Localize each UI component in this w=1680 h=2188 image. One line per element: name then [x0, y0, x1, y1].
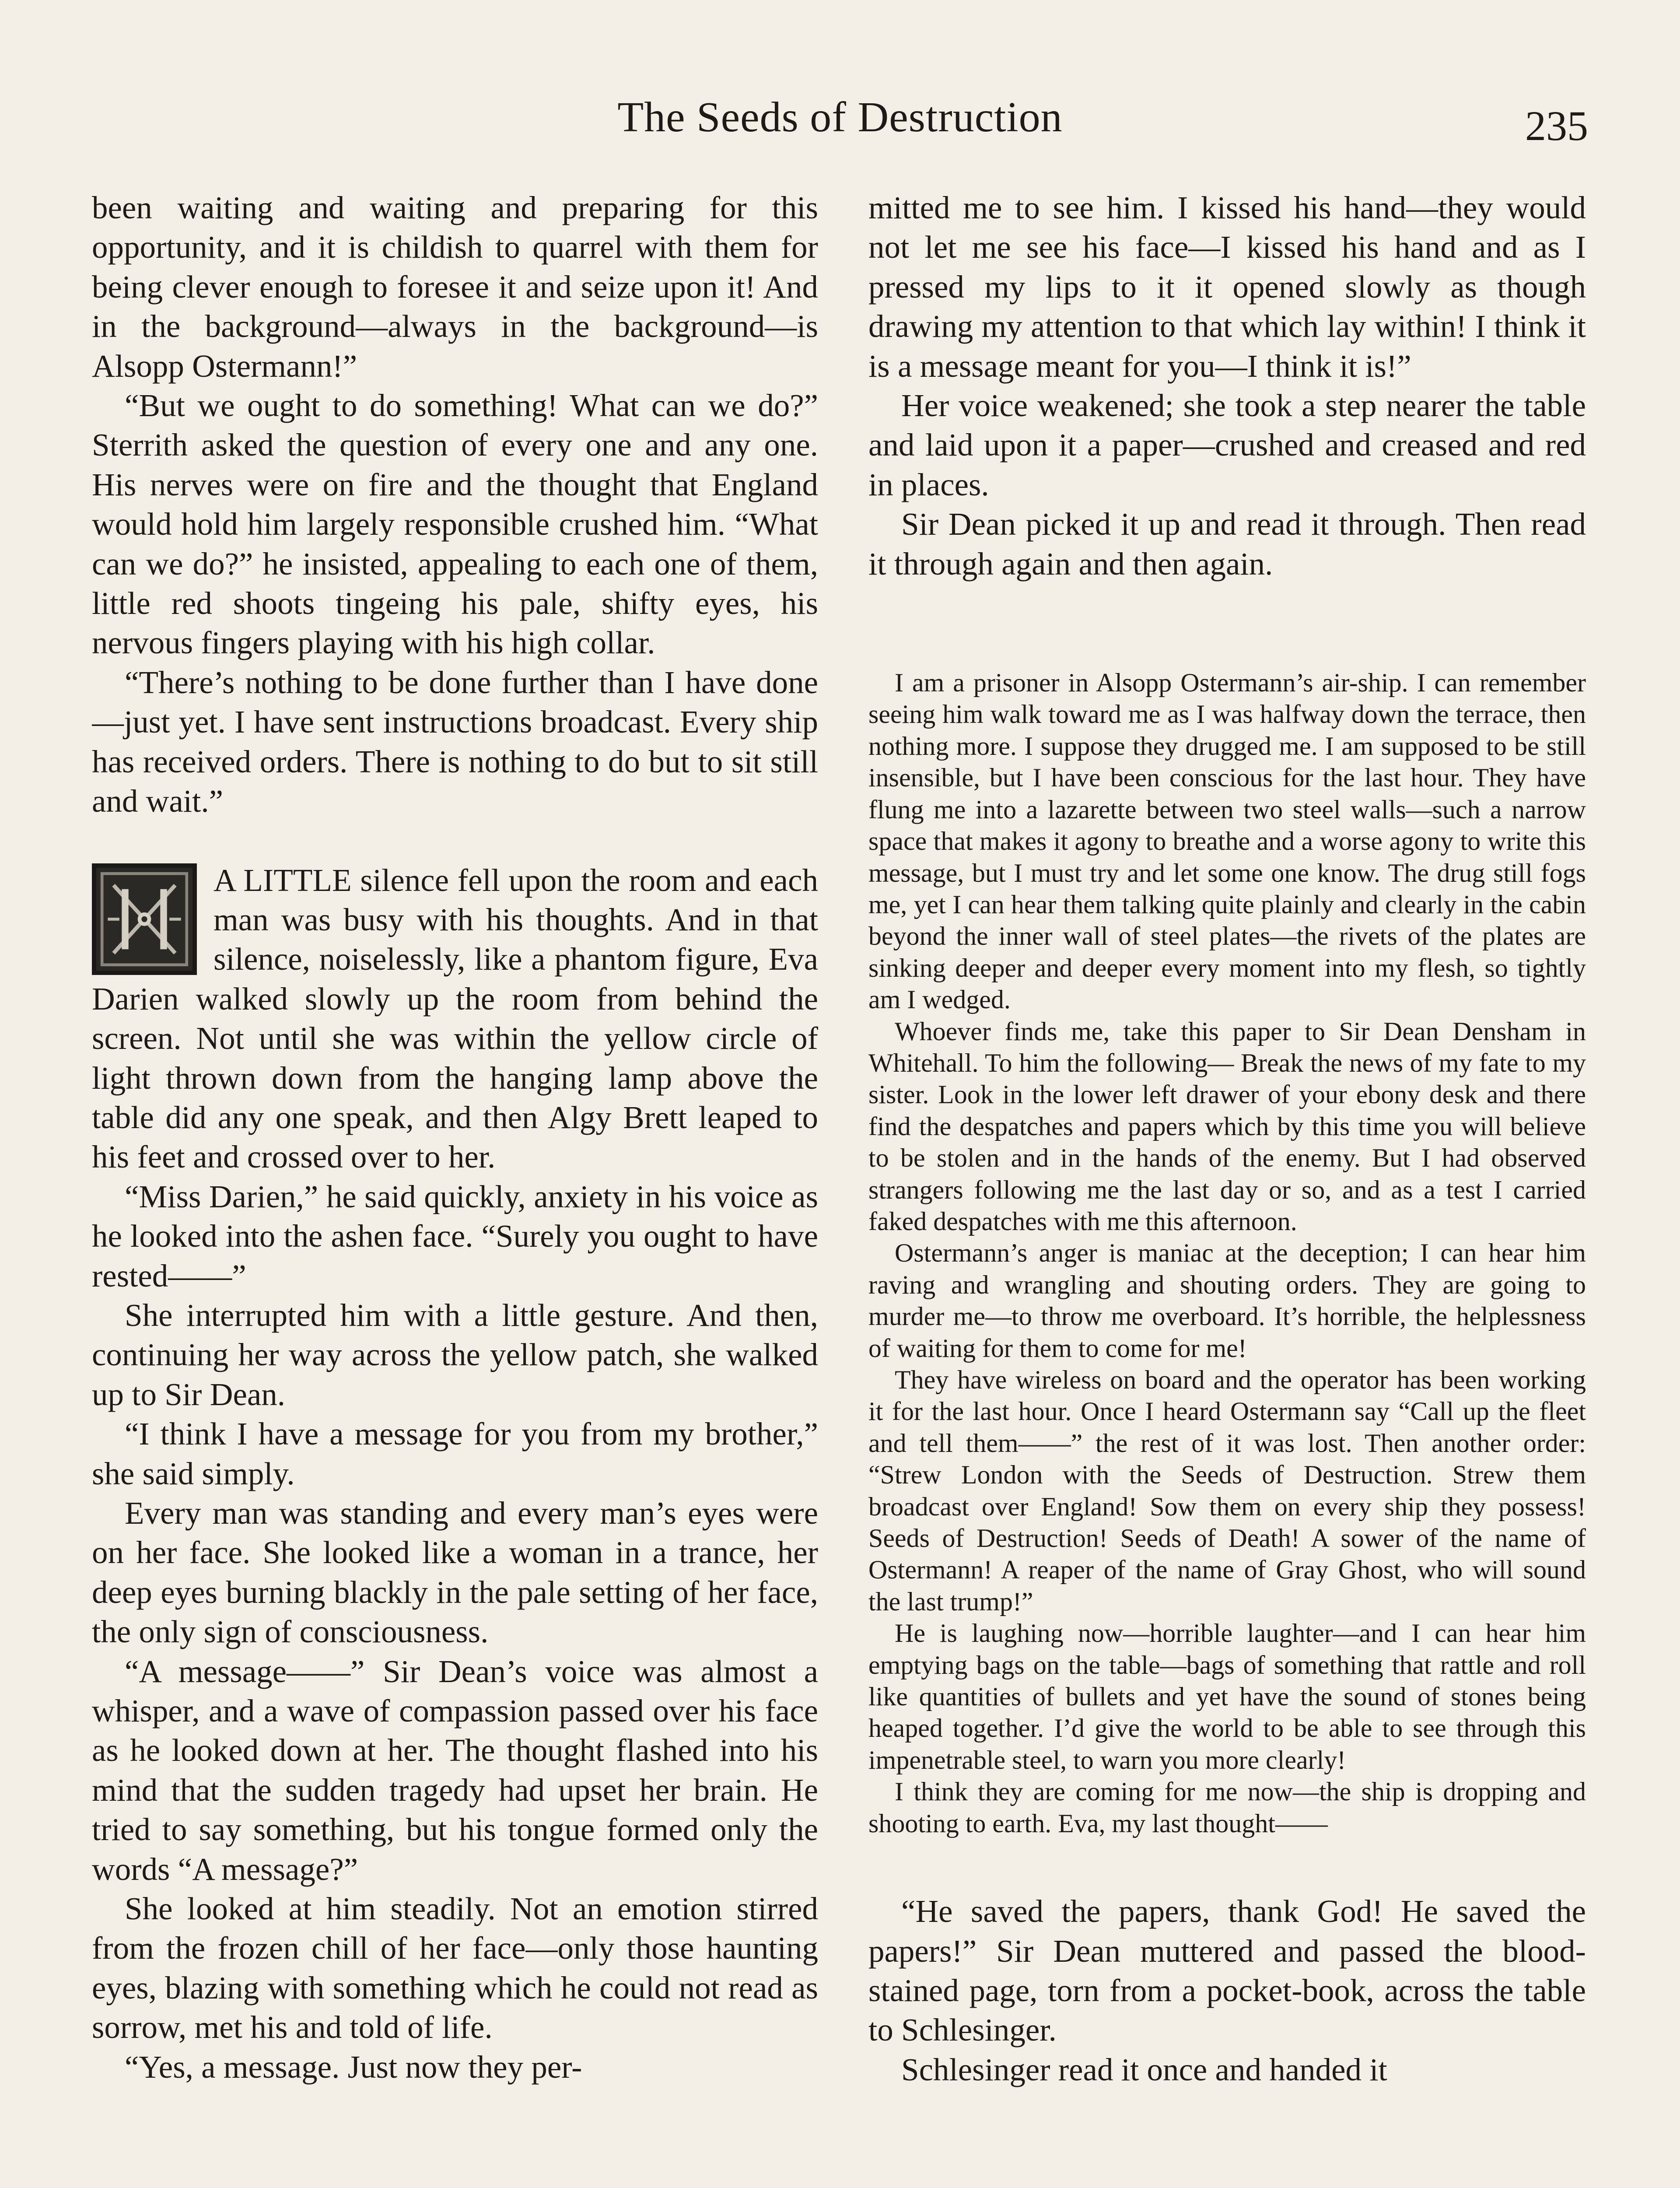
paragraph: “But we ought to do something! What can we do?” Sterrith asked the question of every one and any one. His nerves were on fire and the thought that England would hold him largely responsible crushed him. “What can we do?” he insisted, appealing to each one of them, little red shoots tingeing his pale, shifty eyes, his nervous fingers playing with his high collar.	[92, 388, 818, 661]
paragraph: “Miss Darien,” he said quickly, anxiety in his voice as he looked into the ashen face. “Surely you ought to have rested——”	[92, 1178, 818, 1294]
dropcap-opening-words: A LITTLE	[214, 862, 352, 898]
paragraph: Schlesinger read it once and handed it	[901, 2051, 1387, 2087]
letter-paragraph: They have wireless on board and the operator has been working it for the last hour. Once I heard Ostermann say “Call up the fleet and tell them——” the rest of it was lost. Then another order: “Strew London with the Seeds of Destruction. Strew them broadcast over England! Sow them on every ship they possess! Seeds of Destruction! Seeds of Death! A sower of the name of Ostermann! A reaper of the name of Gray Ghost, who will sound the last trump!”	[868, 1365, 1586, 1616]
running-title: The Seeds of Destruction	[617, 94, 1063, 141]
paragraph: “A message——” Sir Dean’s voice was almost a whisper, and a wave of compassion passed over his face as he looked down at her. The thought flashed into his mind that the sudden tragedy had upset her brain. He tried to say something, but his tongue formed only the words “A message?”	[92, 1653, 818, 1887]
page-header	[79, 88, 1601, 158]
paragraph: “There’s nothing to be done further than I have done—just yet. I have sent instructions broadcast. Every ship has received orders. There is nothing to do but to sit still and wait.”	[92, 664, 818, 819]
paragraph: “He saved the papers, thank God! He saved the papers!” Sir Dean muttered and passed the blood-stained page, torn from a pocket-book, across the table to Schlesinger.	[868, 1893, 1586, 2048]
letter-paragraph: I am a prisoner in Alsopp Ostermann’s air-ship. I can remember seeing him walk toward me as I was halfway down the terrace, then nothing more. I suppose they drugged me. I am supposed to be still insensible, but I have been conscious for the last hour. They have flung me into a lazarette between two steel walls—such a narrow space that makes it agony to breathe and a worse agony to write this message, but I must try and let some one know. The drug still fogs me, yet I can hear them talking quite plainly and clearly in the cabin beyond the inner wall of steel plates—the rivets of the plates are sinking deeper and deeper every moment into my flesh, so tightly am I wedged.	[868, 668, 1586, 1014]
letter-paragraph: Ostermann’s anger is maniac at the deception; I can hear him raving and wrangling and shouting orders. They are going to murder me—to throw me overboard. It’s horrible, the helplessness of waiting for them to come for me!	[868, 1238, 1586, 1363]
dropcap-paragraph-text: silence fell upon the room and each man was busy with his thoughts. And in that silence, noiselessly, like a phantom figure, Eva Darien walked slowly up the room from behind the screen. Not until she was within the yellow circle of light thrown down from the hanging lamp above the table did any one speak, and then Algy Brett leaped to his feet and crossed over to her.	[92, 862, 818, 1175]
letter-paragraph: Whoever finds me, take this paper to Sir Dean Densham in Whitehall. To him the following— Break the news of my fate to my sister. Look in the lower left drawer of your ebony desk and there find the despatches and papers which by this time you will believe to be stolen and in the hands of the enemy. But I had observed strangers following me the last day or so, and as a test I carried faked despatches with me this afternoon.	[868, 1017, 1586, 1236]
paragraph: Sir Dean picked it up and read it through. Then read it through again and then again.	[868, 506, 1586, 582]
paragraph: been waiting and waiting and preparing for this opportunity, and it is childish to quarrel with them for being clever enough to foresee it and seize upon it! And in the background—always in the background—is Alsopp Ostermann!”	[92, 190, 818, 384]
paragraph: Every man was standing and every man’s eyes were on her face. She looked like a woman in a trance, her deep eyes burning blackly in the pale setting of her face, the only sign of consciousness.	[92, 1495, 818, 1650]
ornamental-dropcap-icon	[92, 863, 197, 975]
dropcap-paragraph	[92, 861, 818, 1177]
paragraph: mitted me to see him. I kissed his hand—they would not let me see his face—I kissed his hand and as I pressed my lips to it it opened slowly as though drawing my attention to that which lay within! I think it is a message meant for you—I think it is!”	[868, 190, 1586, 384]
paragraph: Her voice weakened; she took a step nearer the table and laid upon it a paper—crushed and creased and red in places.	[868, 388, 1586, 502]
paragraph: “Yes, a message. Just now they per-	[125, 2049, 582, 2085]
right-column	[868, 188, 1586, 2188]
inset-letter	[868, 667, 1586, 1839]
section-break	[92, 821, 818, 861]
paragraph: She looked at him steadily. Not an emotion stirred from the frozen chill of her face—only those haunting eyes, blazing with something which he could not read as sorrow, met his and told of life.	[92, 1891, 818, 2045]
paragraph: She interrupted him with a little gesture. And then, continuing her way across the yellow patch, she walked up to Sir Dean.	[92, 1297, 818, 1412]
letter-paragraph: I think they are coming for me now—the ship is dropping and shooting to earth. Eva, my last thought——	[868, 1777, 1586, 1838]
paragraph: “I think I have a message for you from my brother,” she said simply.	[92, 1416, 818, 1491]
page-number: 235	[1525, 102, 1588, 149]
left-column	[92, 188, 818, 2188]
letter-paragraph: He is laughing now—horrible laughter—and I can hear him emptying bags on the table—bags of something that rattle and roll like quantities of bullets and yet have the sound of stones being heaped together. I’d give the world to be able to see through this impenetrable steel, to warn you more clearly!	[868, 1619, 1586, 1774]
